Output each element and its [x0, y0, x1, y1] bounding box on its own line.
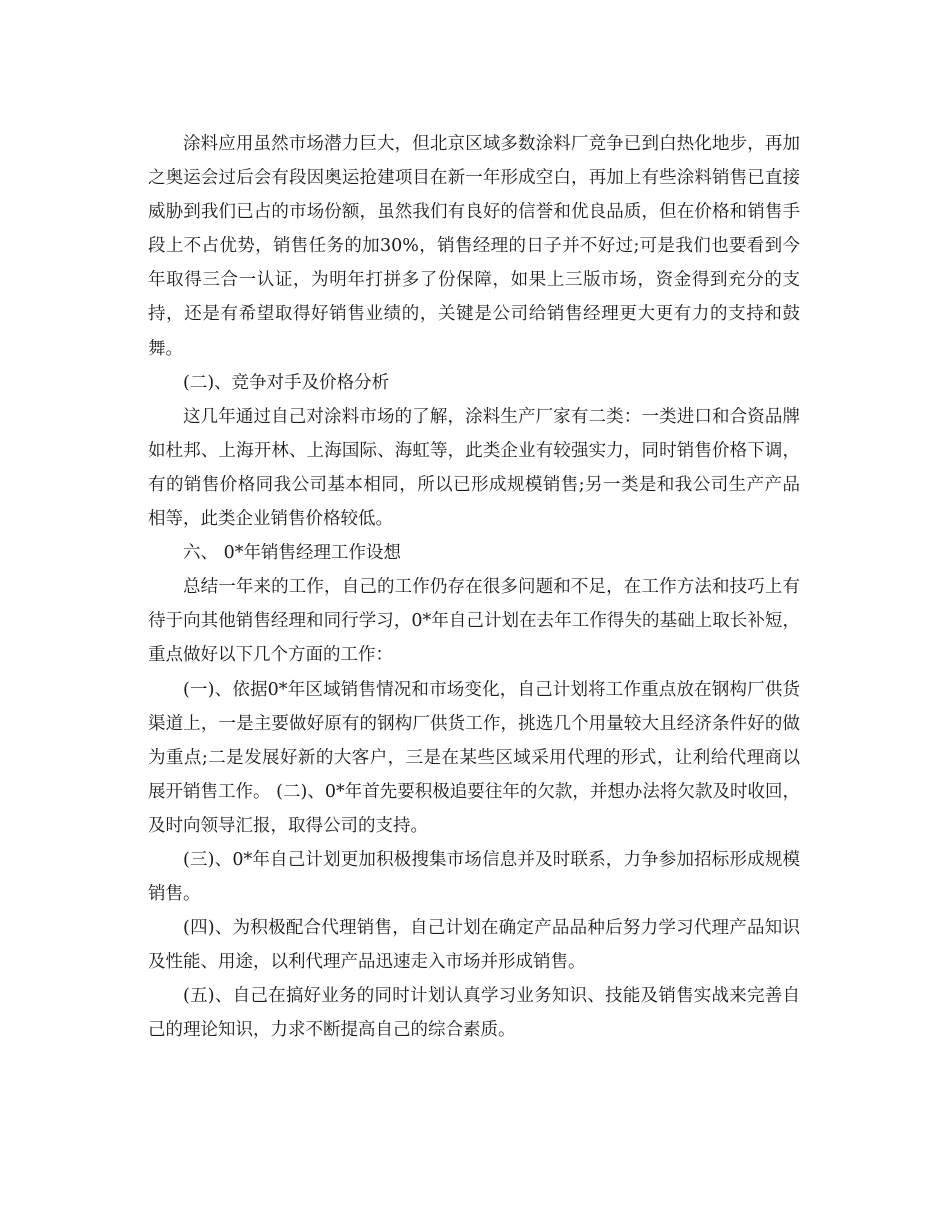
- paragraph-competitors: 这几年通过自己对涂料市场的了解，涂料生产厂家有二类：一类进口和合资品牌如杜邦、上海开林、上海国际、海虹等，此类企业有较强实力，同时销售价格下调，有的销售价格同我公司基本相同，所以已形成规模销售;另一类是和我公司生产产品相等，此类企业销售价格较低。: [148, 406, 800, 530]
- heading-work-plan: 六、 0*年销售经理工作设想: [183, 543, 401, 564]
- paragraph-plan-item-3: (三)、0*年自己计划更加积极搜集市场信息并及时联系，力争参加招标形成规模销售。: [148, 849, 800, 905]
- document-body: [148, 127, 800, 1048]
- paragraph-plan-item-1-2: (一)、依据0*年区域销售情况和市场变化，自己计划将工作重点放在钢构厂供货渠道上，一是主要做好原有的钢构厂供货工作，挑选几个用量较大且经济条件好的做为重点;二是发展好新的大客户，三是在某些区域采用代理的形式，让利给代理商以展开销售工作。 (二)、0*年首先要积极追要往年的欠款，并想办法将欠款及时收回，及时向领导汇报，取得公司的支持。: [148, 679, 800, 836]
- paragraph-plan-item-5: (五)、自己在搞好业务的同时计划认真学习业务知识、技能及销售实战来完善自己的理论知识，力求不断提高自己的综合素质。: [148, 986, 800, 1041]
- paragraph-summary: 总结一年来的工作，自己的工作仍存在很多问题和不足，在工作方法和技巧上有待于向其他销售经理和同行学习，0*年自己计划在去年工作得失的基础上取长补短，重点做好以下几个方面的工作：: [148, 577, 800, 666]
- heading-competitor-analysis: (二)、竞争对手及价格分析: [183, 372, 390, 393]
- paragraph-market-potential: 涂料应用虽然市场潜力巨大，但北京区域多数涂料厂竞争已到白热化地步，再加之奥运会过后会有段因奥运抢建项目在新一年形成空白，再加上有些涂料销售已直接威胁到我们已占的市场份额，虽然我们有良好的信誉和优良品质，但在价格和销售手段上不占优势，销售任务的加30%，销售经理的日子并不好过;可是我们也要看到今年取得三合一认证，为明年打拼多了份保障，如果上三版市场，资金得到充分的支持，还是有希望取得好销售业绩的，关键是公司给销售经理更大更有力的支持和鼓舞。: [148, 134, 800, 359]
- paragraph-plan-item-4: (四)、为积极配合代理销售，自己计划在确定产品品种后努力学习代理产品知识及性能、用途，以利代理产品迅速走入市场并形成销售。: [148, 918, 800, 973]
